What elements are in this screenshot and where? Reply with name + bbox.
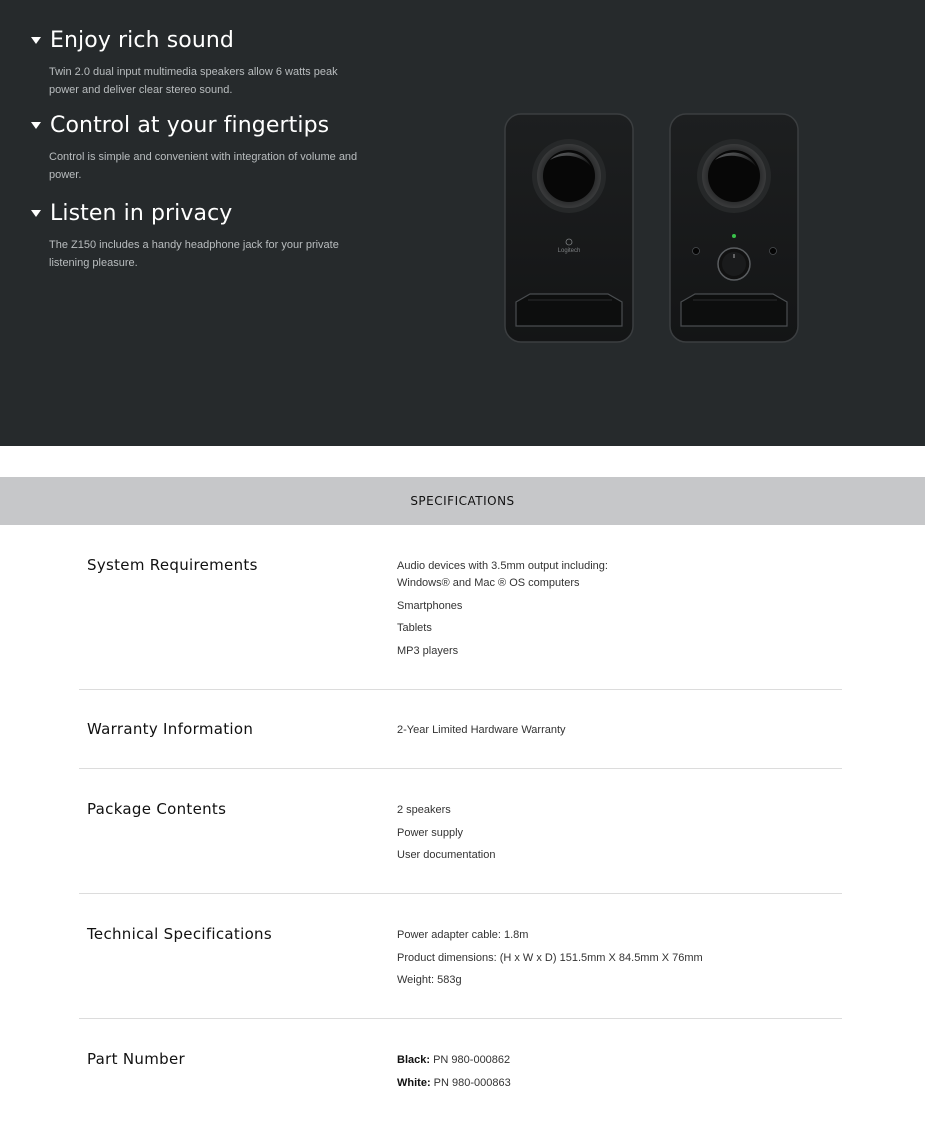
spec-values xyxy=(397,722,817,739)
spec-label: Part Number xyxy=(87,1050,185,1068)
spec-value: Weight: 583g xyxy=(397,974,462,986)
spec-value: Windows® and Mac ® OS computers xyxy=(397,577,580,589)
power-led-icon xyxy=(732,234,736,238)
right-speaker xyxy=(670,114,798,342)
part-number-black: PN 980-000862 xyxy=(433,1054,511,1066)
spec-label: Package Contents xyxy=(87,800,227,818)
color-label-white: White: xyxy=(397,1076,431,1089)
feature-privacy xyxy=(30,201,370,272)
logitech-logo: Logitech xyxy=(557,248,581,254)
aux-input-icon xyxy=(770,248,777,255)
specifications-title: SPECIFICATIONS xyxy=(410,494,515,508)
spec-value: Power supply xyxy=(397,826,464,839)
spec-label: System Requirements xyxy=(87,556,258,574)
feature-rich-sound xyxy=(30,28,370,99)
headphone-jack-icon xyxy=(693,248,700,255)
speakers-product-image xyxy=(500,108,810,353)
spec-row-package-contents xyxy=(79,800,842,894)
caret-down-icon[interactable] xyxy=(31,37,41,44)
feature-header[interactable] xyxy=(30,201,370,226)
color-label-black: Black: xyxy=(397,1054,431,1066)
spec-value: MP3 players xyxy=(397,644,459,657)
feature-description: Control is simple and convenient with integration of volume and power. xyxy=(49,151,358,181)
part-number-white: PN 980-000863 xyxy=(433,1076,511,1089)
caret-down-icon[interactable] xyxy=(31,210,41,217)
spec-value: Power adapter cable: 1.8m xyxy=(397,929,529,941)
feature-description: The Z150 includes a handy headphone jack for your private listening pleasure. xyxy=(49,239,339,269)
left-speaker xyxy=(505,114,633,342)
spec-row-part-number xyxy=(79,1050,842,1100)
feature-description: Twin 2.0 dual input multimedia speakers allow 6 watts peak power and deliver clear stereo sound. xyxy=(49,66,338,96)
spec-row-system-requirements xyxy=(79,556,842,690)
spec-values xyxy=(397,927,817,989)
specifications-header[interactable] xyxy=(0,477,925,525)
spec-values xyxy=(397,802,817,864)
spec-values xyxy=(397,558,817,660)
features-hero xyxy=(0,0,925,446)
spec-values xyxy=(397,1052,817,1092)
spec-value-black xyxy=(397,1052,817,1069)
spec-value: 2-Year Limited Hardware Warranty xyxy=(397,724,566,736)
feature-title: Enjoy rich sound xyxy=(50,28,234,53)
spec-row-warranty xyxy=(79,720,842,769)
feature-header[interactable] xyxy=(30,113,370,138)
spec-value: Product dimensions: (H x W x D) 151.5mm X 84.5mm X 76mm xyxy=(397,951,703,964)
feature-title: Control at your fingertips xyxy=(50,113,330,138)
spec-value: Smartphones xyxy=(397,599,463,612)
spec-label: Technical Specifications xyxy=(87,925,272,943)
spec-value: 2 speakers xyxy=(397,804,451,816)
feature-control xyxy=(30,113,370,184)
spec-value-white xyxy=(397,1075,817,1092)
spec-value: User documentation xyxy=(397,849,496,861)
spec-value: Tablets xyxy=(397,622,432,634)
feature-title: Listen in privacy xyxy=(50,201,233,226)
spec-label: Warranty Information xyxy=(87,720,254,738)
feature-header[interactable] xyxy=(30,28,370,53)
caret-down-icon[interactable] xyxy=(31,122,41,129)
spec-value: Audio devices with 3.5mm output including: xyxy=(397,560,608,572)
spec-row-technical xyxy=(79,925,842,1019)
